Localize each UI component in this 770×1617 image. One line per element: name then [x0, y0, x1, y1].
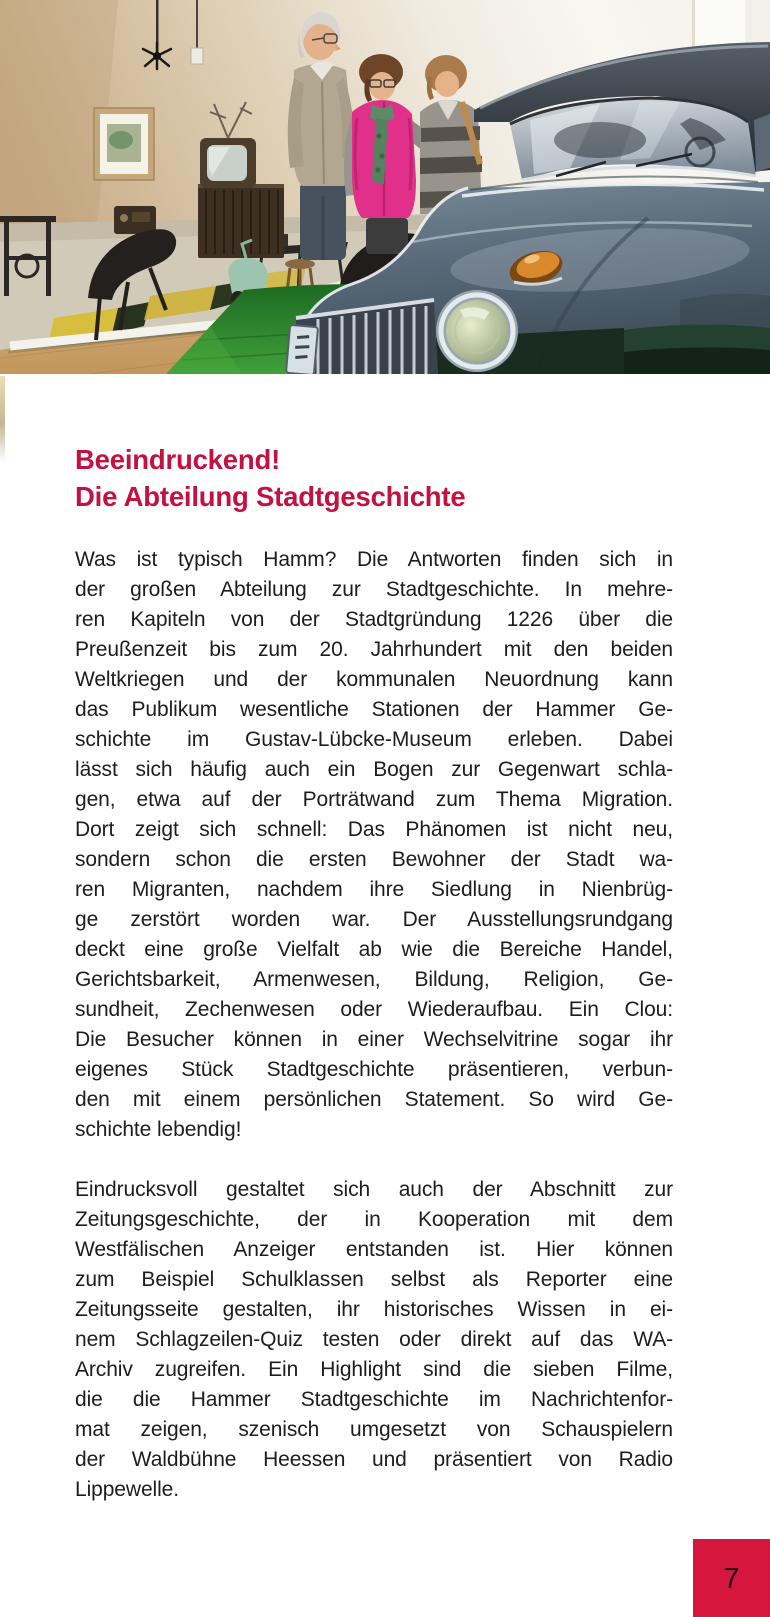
text-line: Zeitungsgeschichte, der in Kooperation mit dem	[75, 1208, 673, 1231]
page-number-box	[693, 1539, 770, 1617]
text-line: sundheit, Zechenwesen oder Wiederaufbau. Ein Clou:	[75, 998, 673, 1021]
text-line: schichte lebendig!	[75, 1118, 242, 1141]
text-line: Zeitungsseite gestalten, ihr historisches Wissen in ei-	[75, 1298, 673, 1321]
text-line: deckt eine große Vielfalt ab wie die Bereiche Handel,	[75, 938, 673, 961]
text-line: eigenes Stück Stadtgeschichte präsentieren, verbun-	[75, 1058, 673, 1081]
body-paragraph-1	[75, 545, 673, 1145]
exhibition-photo-scene	[0, 0, 770, 374]
section-heading	[75, 441, 673, 515]
side-window	[754, 114, 770, 172]
text-line: zum Beispiel Schulklassen selbst als Reporter eine	[75, 1268, 673, 1291]
text-line: gen, etwa auf der Porträtwand zum Thema Migration.	[75, 788, 673, 811]
text-line: Weltkriegen und der kommunalen Neuordnung kann	[75, 668, 673, 691]
body-paragraph-2	[75, 1175, 673, 1505]
text-line: der Waldbühne Heessen und präsentiert von Radio	[75, 1448, 673, 1471]
text-line: ren Migranten, nachdem ihre Siedlung in Nienbrüg-	[75, 878, 673, 901]
text-line: Dort zeigt sich schnell: Das Phänomen ist nicht neu,	[75, 818, 673, 841]
text-line: Preußenzeit bis zum 20. Jahrhundert mit den beiden	[75, 638, 673, 661]
license-plate	[286, 325, 318, 374]
text-line: Eindrucksvoll gestaltet sich auch der Abschnitt zur	[75, 1178, 673, 1201]
text-line: Was ist typisch Hamm? Die Antworten finden sich in	[75, 548, 673, 571]
text-line: der großen Abteilung zur Stadtgeschichte. In mehre-	[75, 578, 673, 601]
text-line: den mit einem persönlichen Statement. So wird Ge-	[75, 1088, 673, 1111]
article-content	[0, 374, 770, 1505]
text-line: mat zeigen, szenisch umgesetzt von Schauspielern	[75, 1418, 673, 1441]
page-number: 7	[723, 1562, 740, 1595]
framed-picture	[94, 108, 154, 180]
text-line: ge zerstört worden war. Der Ausstellungsrundgang	[75, 908, 673, 931]
exhibition-photo	[0, 0, 770, 374]
text-line: lässt sich häufig auch ein Bogen zur Gegenwart schla-	[75, 758, 673, 781]
text-line: die die Hammer Stadtgeschichte im Nachrichtenfor-	[75, 1388, 673, 1411]
text-line: Gerichtsbarkeit, Armenwesen, Bildung, Religion, Ge-	[75, 968, 673, 991]
text-line: ren Kapiteln von der Stadtgründung 1226 über die	[75, 608, 673, 631]
text-line: Archiv zugreifen. Ein Highlight sind die sieben Filme,	[75, 1358, 673, 1381]
text-line: schichte im Gustav-Lübcke-Museum erleben. Dabei	[75, 728, 673, 751]
heading-line-2: Die Abteilung Stadtgeschichte	[75, 481, 466, 512]
text-line: Die Besucher können in einer Wechselvitrine sogar ihr	[75, 1028, 673, 1051]
text-line: das Publikum wesentliche Stationen der Hammer Ge-	[75, 698, 673, 721]
text-line: sondern schon die ersten Bewohner der Stadt wa-	[75, 848, 673, 871]
text-line: Lippewelle.	[75, 1478, 179, 1501]
text-line: Westfälischen Anzeiger entstanden ist. Hier können	[75, 1238, 673, 1261]
heading-line-1: Beeindruckend!	[75, 444, 281, 475]
text-line: nem Schlagzeilen-Quiz testen oder direkt auf das WA-	[75, 1328, 673, 1351]
